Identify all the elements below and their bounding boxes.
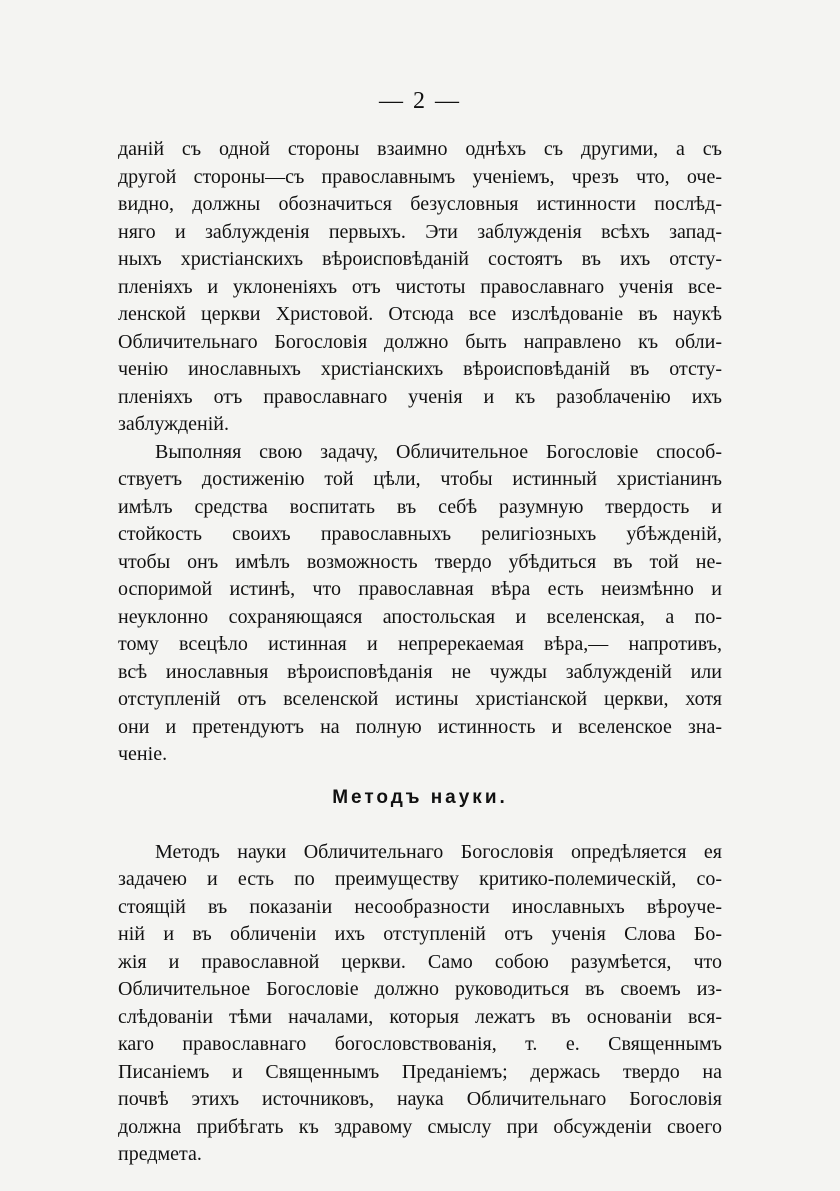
text-line: стойкость своихъ православныхъ религіозныхъ убѣжденій, [118, 523, 722, 545]
text-line: ныхъ христіанскихъ вѣроисповѣданій состоятъ въ ихъ отсту- [118, 248, 722, 270]
text-line: Методъ науки Обличительнаго Богословія опредѣляется ея [155, 840, 722, 863]
text-line: задачею и есть по преимуществу критико-полемическій, со- [118, 868, 722, 890]
text-line: заблужденій. [118, 413, 230, 435]
text-line: они и претендуютъ на полную истинность и вселенское зна- [118, 715, 722, 738]
text-line: няго и заблужденія первыхъ. Эти заблужденія всѣхъ запад- [118, 220, 722, 243]
text-line: неуклонно сохраняющаяся апостольская и вселенская, а по- [118, 605, 722, 628]
text-line: Обличительнаго Богословія должно быть направлено къ обли- [118, 330, 722, 353]
text-line: ченіе. [118, 743, 168, 765]
text-line: имѣлъ средства воспитать въ себѣ разумную твердость и [118, 495, 722, 518]
text-line: пленіяхъ отъ православнаго ученія и къ разоблаченію ихъ [118, 385, 722, 408]
text-line: даній съ одной стороны взаимно однѣхъ съ другими, а съ [118, 138, 722, 160]
text-line: Писаніемъ и Священнымъ Преданіемъ; держась твердо на [118, 1060, 722, 1083]
text-line: пленіяхъ и уклоненіяхъ отъ чистоты православнаго ученія все- [118, 275, 722, 298]
text-line: другой стороны—съ православнымъ ученіемъ, чрезъ что, оче- [118, 165, 722, 188]
text-line: предмета. [118, 1143, 202, 1165]
text-line: ленской церкви Христовой. Отсюда все изслѣдованіе въ наукѣ [118, 303, 722, 325]
text-line: всѣ инославныя вѣроисповѣданія не чужды заблужденій или [118, 660, 722, 683]
text-line: ченію инославныхъ христіанскихъ вѣроисповѣданій въ отсту- [118, 358, 722, 380]
text-line: отступленій отъ вселенской истины христіанской церкви, хотя [118, 688, 722, 710]
text-line: ствуетъ достиженію той цѣли, чтобы истинный христіанинъ [118, 468, 722, 490]
text-line: тому всецѣло истинная и непререкаемая вѣра,— напротивъ, [118, 633, 722, 655]
text-line: жія и православной церкви. Само собою разумѣется, что [118, 950, 722, 973]
text-line: Обличительное Богословіе должно руководиться въ своемъ из- [118, 978, 722, 1000]
page-number: — 2 — [379, 88, 461, 114]
text-line: должна прибѣгать къ здравому смыслу при обсужденіи своего [118, 1115, 722, 1138]
text-line: ній и въ обличеніи ихъ отступленій отъ ученія Слова Бо- [118, 923, 722, 945]
text-line: слѣдованіи тѣми началами, которыя лежатъ въ основаніи вся- [118, 1005, 722, 1028]
text-line: видно, должны обозначиться безусловныя истинности послѣд- [118, 193, 722, 215]
text-line: каго православнаго богословствованія, т. е. Священнымъ [118, 1033, 722, 1055]
text-line: чтобы онъ имѣлъ возможность твердо убѣдиться въ той не- [118, 550, 722, 573]
text-line: стоящій въ показаніи несообразности инославныхъ вѣроуче- [118, 895, 722, 918]
section-title: Методъ науки. [332, 786, 508, 808]
text-line: почвѣ этихъ источниковъ, наука Обличительнаго Богословія [118, 1088, 722, 1110]
text-line: оспоримой истинѣ, что православная вѣра есть неизмѣнно и [118, 578, 722, 600]
text-line: Выполняя свою задачу, Обличительное Богословіе способ- [155, 440, 722, 463]
